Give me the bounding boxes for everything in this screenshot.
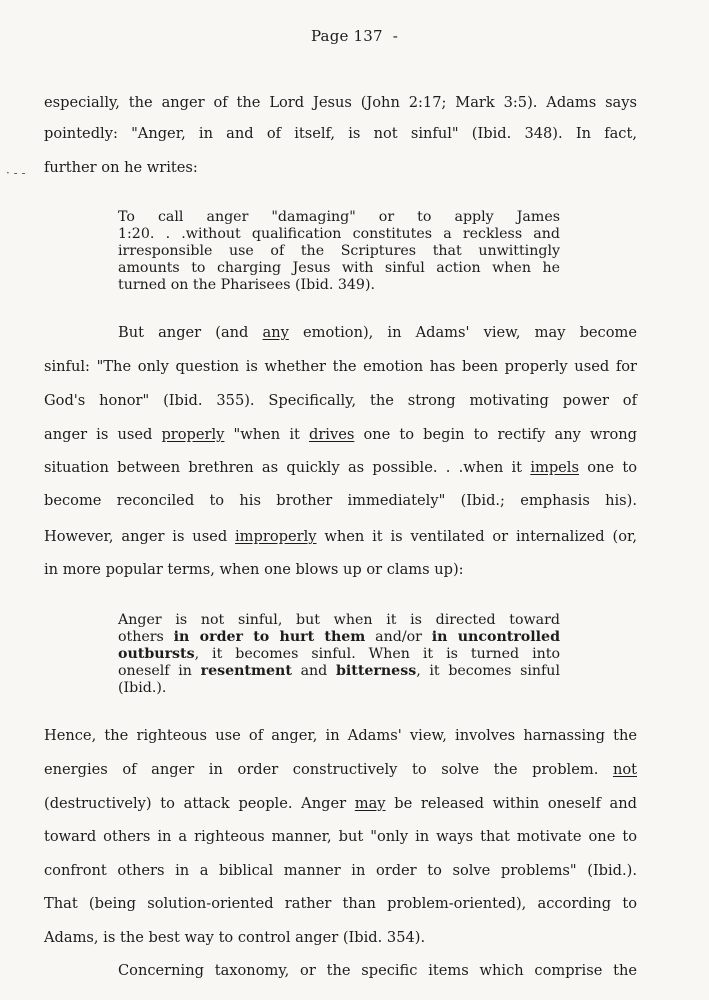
text-line: especially, the anger of the Lord Jesus (John 2:17; Mark 3:5). Adams says: [44, 94, 637, 111]
text-line: pointedly: "Anger, in and of itself, is not sinful" (Ibid. 348). In fact,: [44, 125, 637, 142]
text-line: Concerning taxonomy, or the specific items which comprise the: [118, 962, 637, 979]
text-line: sinful: "The only question is whether the emotion has been properly used for: [44, 358, 637, 375]
text-line: confront others in a biblical manner in order to solve problems" (Ibid.).: [44, 862, 637, 879]
text-line: God's honor" (Ibid. 355). Specifically, the strong motivating power of: [44, 392, 637, 409]
quote-line: amounts to charging Jesus with sinful action when he: [118, 260, 560, 276]
text-line: anger is used properly "when it drives one to begin to rectify any wrong: [44, 426, 638, 443]
quote-line: (Ibid.).: [118, 680, 167, 696]
quote-line: oneself in resentment and bitterness, it becomes sinful: [118, 663, 560, 679]
text-line: in more popular terms, when one blows up or clams up):: [44, 561, 464, 578]
text-line: But anger (and any emotion), in Adams' view, may become: [118, 324, 637, 341]
text-line: further on he writes:: [44, 159, 198, 176]
text-line: Adams, is the best way to control anger (Ibid. 354).: [44, 929, 426, 946]
text-line: become reconciled to his brother immediately" (Ibid.; emphasis his).: [44, 492, 637, 509]
text-line: Hence, the righteous use of anger, in Adams' view, involves harnassing the: [44, 727, 637, 744]
quote-line: turned on the Pharisees (Ibid. 349).: [118, 277, 375, 293]
quote-line: To call anger "damaging" or to apply James: [118, 209, 560, 225]
text-line: toward others in a righteous manner, but "only in ways that motivate one to: [44, 828, 637, 845]
text-line: That (being solution-oriented rather than problem-oriented), according to: [44, 895, 637, 912]
quote-line: outbursts, it becomes sinful. When it is turned into: [118, 646, 560, 662]
quote-line: irresponsible use of the Scriptures that unwittingly: [118, 243, 560, 259]
quote-line: Anger is not sinful, but when it is directed toward: [118, 612, 560, 628]
margin-mark: · - -: [6, 166, 26, 180]
quote-line: others in order to hurt them and/or in uncontrolled: [118, 629, 560, 645]
text-line: (destructively) to attack people. Anger may be released within oneself and: [44, 795, 637, 812]
header-dash: -: [392, 27, 399, 45]
page-number: Page 137: [310, 27, 383, 45]
text-line: energies of anger in order constructively to solve the problem. not: [44, 761, 637, 778]
text-line: However, anger is used improperly when it is ventilated or internalized (or,: [44, 528, 637, 545]
quote-line: 1:20. . .without qualification constitutes a reckless and: [118, 226, 560, 242]
page-header: [0, 27, 709, 45]
text-line: situation between brethren as quickly as possible. . .when it impels one to: [44, 459, 637, 476]
